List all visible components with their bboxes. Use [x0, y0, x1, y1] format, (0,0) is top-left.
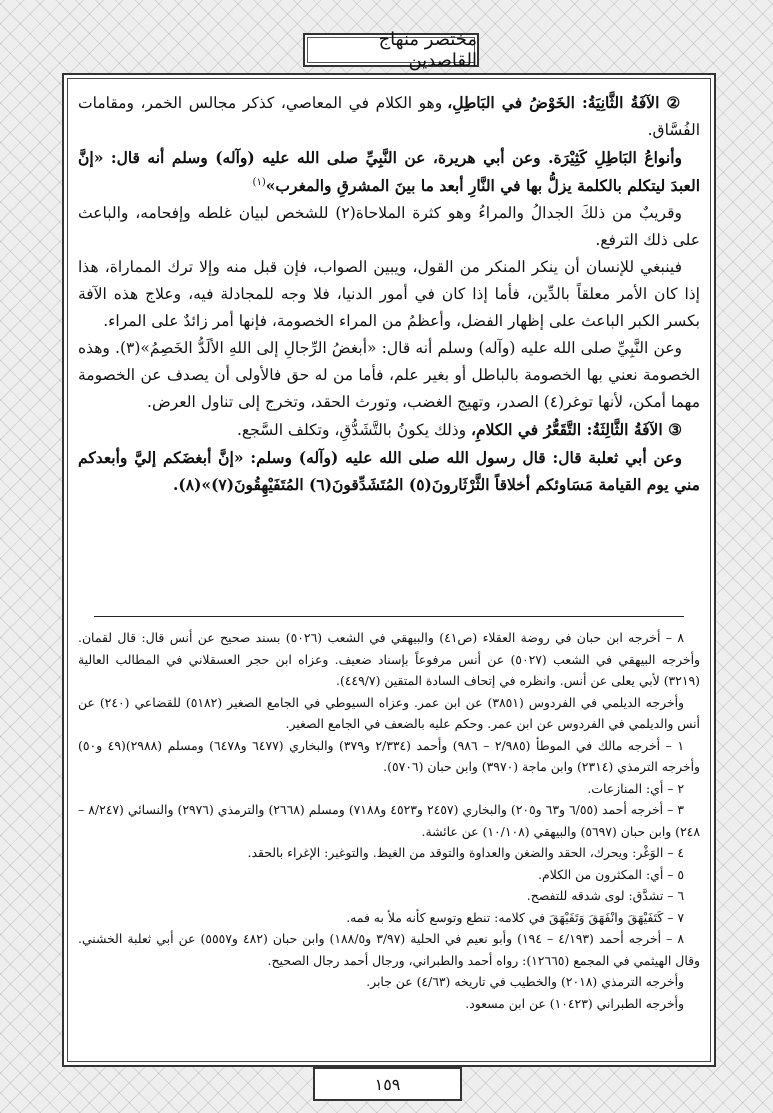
paragraph-text: وذلك يكونُ بالتَّشَدُّقِ، وتكلف السَّجع.	[236, 421, 472, 439]
paragraph-text: وعن أبي هريرة، عن النَّبِيِّ صلى الله عليه (وآله) وسلم أنه قال: «إنَّ العبدَ ليتكلم بالكلمة يزلُّ بها في النَّارِ أبعد ما بينَ المشرقِ والمغرب»	[78, 148, 700, 195]
paragraph-falsehood-kinds	[78, 144, 700, 200]
footnote: وأخرجه الترمذي (٢٠١٨) والخطيب في تاريخه (٤/٦٣) عن جابر.	[366, 974, 684, 989]
footnote: ٥ – أي: المكثرون من الكلام.	[538, 866, 684, 882]
footnotes	[78, 627, 700, 1014]
page-number: ١٥٩	[374, 1074, 401, 1094]
paragraph-text: وعن النَّبِيِّ صلى الله عليه (وآله) وسلم أنه قال: «أبغضُ الرِّجالِ إلى اللهِ الألَدُّ الخَصِمُ»(٣). وهذه الخصومة نعني بها الخصومة بالباطل أو بغير علم، فأما من له حق فالأولى أن يصدف عن الخصومة مهما أمكن، لأنها توغر(٤) الصدر، وتهيج الغضب، وتورث الحقد، وتخرج إلى تناول العرض.	[78, 339, 700, 411]
footnote: ٣ – أخرجه أحمد (٦/٥٥ و٦٣ و٢٠٥) والبخاري (٢٤٥٧ و٤٥٢٣ و٧١٨٨) ومسلم (٢٦٦٨) والترمذي (٢٩٧٦) والنسائي (٨/٢٤٧ – ٢٤٨) وابن حبان (٥٦٩٧) والبيهقي (١٠/١٠٨) عن عائشة.	[78, 802, 700, 839]
paragraph-disputation	[78, 200, 700, 254]
footnote: وأخرجه الديلمي في الفردوس (٣٨٥١) عن ابن عمر. وعزاه السيوطي في الجامع الصغير (٥١٨٢) للقضاعي (٢٤٠) عن أنس والديلمي في الفردوس عن ابن عمر. وحكم عليه بالضعف في الجامع الصغير.	[78, 694, 700, 731]
paragraph-text: فينبغي للإنسان أن ينكر المنكر من القول، ويبين الصواب، فإن قبل منه وإلا ترك المماراة، هذا إذا كان الأمر معلقاً بالدِّين، فأما إذا كان في أمور الدنيا، فلا وجه للمجادلة فيه، وعلاج هذه الآفة بكسر الكبر الباعث على إظهار الفضل، وأعظمُ من المراء الخصومة، فإنها أمر زائدٌ على المراء.	[78, 258, 700, 330]
paragraph-lead: ② الآفَةُ الثَّانِيَةُ: الخَوْضُ في البَاطِلِ،	[447, 93, 682, 112]
paragraph-quarrel	[78, 335, 700, 416]
running-header	[303, 29, 479, 71]
paragraph-lead: ③ الآفَةُ الثَّالِثَةُ: التَّقَعُّرُ في الكلامِ،	[471, 420, 682, 439]
footnote: ٦ – تشدَّق: لوى شدقه للتفصح.	[526, 888, 684, 903]
footnote: ٨ – أخرجه أحمد (٤/١٩٣ – ١٩٤) وأبو نعيم في الحلية (٣/٩٧ و١٨٨/٥) وابن حبان (٤٨٢ و٥٥٥٧) عن أبي ثعلبة الخشني. وقال الهيثمي في المجمع (١٢٦٦٥): رواه أحمد والطبراني، ورجال أحمد رجال الصحيح.	[78, 931, 700, 968]
paragraph-abu-thalaba-hadith	[78, 444, 700, 498]
footnote: ٢ – أي: المنازعات.	[587, 780, 684, 796]
footnote: ١ – أخرجه مالك في الموطأ (٢/٩٨٥ – ٩٨٦) وأحمد (٢/٣٣٤ و٣٧٩) والبخاري (٦٤٧٧ و٦٤٧٨) ومسلم (٢٩٨٨)(٤٩ و٥٠) وأخرجه الترمذي (٢٣١٤) وابن ماجة (٣٩٧٠) وابن حبان (٥٧٠٦).	[78, 737, 700, 774]
footnote: ٤ – الوَغْر: ويحرك، الحقد والضغن والعداوة والتوقد من الغيظ. والتوغير: الإغراء بالحقد.	[247, 845, 684, 860]
page-content-frame	[62, 73, 716, 1067]
paragraph-lead: وأنواعُ البَاطِلِ كَثِيْرَة.	[548, 148, 682, 167]
paragraph-text: وهو الكلام في المعاصي، كذكر مجالس الخمر، ومقامات الفُسَّاق.	[78, 94, 700, 139]
footnote: ٨ – أخرجه ابن حبان في روضة العقلاء (ص٤١) والبيهقي في الشعب (٥٠٢٦) بسند صحيح عن أنس قال: قال لقمان. وأخرجه البيهقي في الشعب (٥٠٢٧) عن أنس مرفوعاً بإسناد ضعيف. وعزاه ابن حجر العسقلاني في المطالب العالية (٣٢١٩) لأبي يعلى عن أنس. وانظره في إتحاف السادة المتقين (٤٤٩/٧).	[78, 630, 700, 688]
paragraph-text: وعن أبي ثعلبة قال: قال رسول الله صلى الله عليه (وآله) وسلم: «إنَّ أبغضَكم إليَّ وأبعدكم مني يوم القيامة مَسَاوئكم أخلاقاً الثَّرْثَارونَ(٥) المُتَشَدِّقونَ(٦) المُتَفَيْهِقُونَ(٧)»(٨).	[78, 448, 700, 494]
book-title: مختصر منهاج القاصدين	[378, 29, 477, 71]
paragraph-text: وقريبٌ من ذلكَ الجدالُ والمراءُ وهو كثرة الملاحاة(٢) للشخص لبيان غلطه وإفحامه، والباعث على ذلك الترفع.	[78, 204, 700, 249]
paragraph-remedy	[78, 254, 700, 335]
footnote: ٧ – كَتَفَيْهَقَ وانْفَهَقَ وَتَفَيْهَقَ في كلامه: تنطع وتوسع كأنه ملأ به فمه.	[346, 909, 684, 925]
paragraph-2nd-affliction	[78, 89, 700, 144]
footnote-ref: (١)	[252, 176, 266, 188]
footnote: وأخرجه الطبراني (١٠٤٢٣) عن ابن مسعود.	[465, 995, 684, 1011]
main-text	[78, 89, 700, 498]
paragraph-3rd-affliction	[78, 416, 700, 444]
page-number-box	[313, 1067, 462, 1101]
footnote-divider	[94, 616, 684, 617]
